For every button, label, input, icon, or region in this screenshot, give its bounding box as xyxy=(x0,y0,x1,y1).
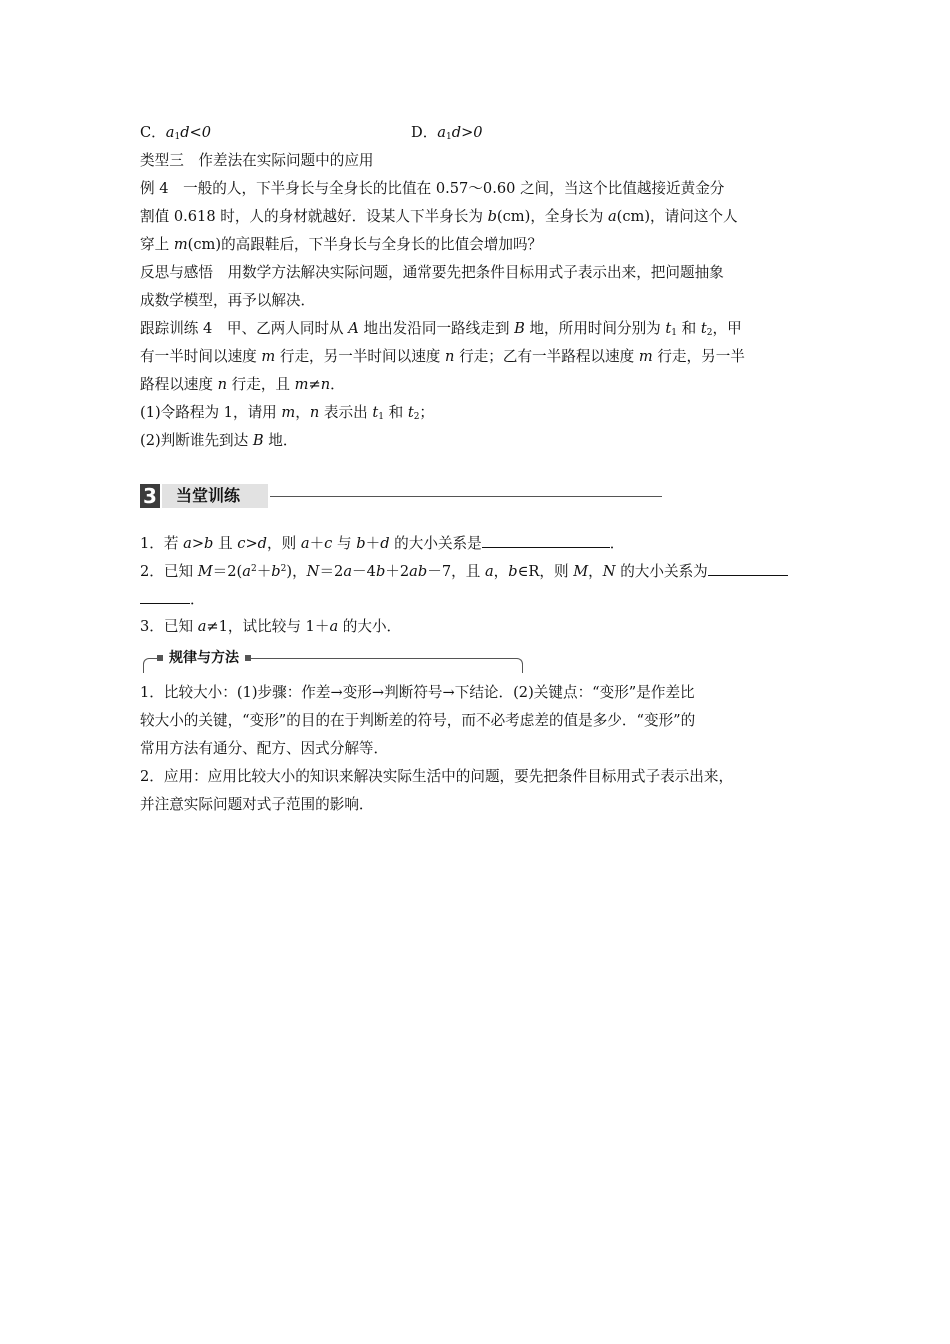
text: 行走，且 xyxy=(227,376,295,393)
text: ． xyxy=(190,591,205,608)
text: ； xyxy=(419,404,435,421)
text: (cm)的高跟鞋后，下半身长与全身长的比值会增加吗？ xyxy=(187,236,543,253)
text: 行走，另一半 xyxy=(652,348,745,365)
section-number: 3 xyxy=(140,484,160,508)
answer-blank[interactable] xyxy=(140,589,190,604)
section-title: 当堂训练 xyxy=(176,486,241,505)
rules-line3: 常用方法有通分、配方、因式分解等． xyxy=(140,740,389,757)
var: m xyxy=(281,404,296,421)
answer-blank[interactable] xyxy=(708,561,788,576)
example4-line1: 例 4 一般的人，下半身长与全身长的比值在 0.57～0.60 之间，当这个比值越接近黄金分 xyxy=(140,180,725,197)
text: ． xyxy=(609,535,625,552)
example4-line3 xyxy=(140,235,542,255)
var: b xyxy=(271,563,281,580)
option-d-sub: 1 xyxy=(446,132,452,142)
training4-line2 xyxy=(140,347,745,367)
answer-blank[interactable] xyxy=(482,533,610,548)
var: m xyxy=(638,348,653,365)
option-c-a: a xyxy=(165,124,175,141)
var: A xyxy=(348,320,359,337)
var: m xyxy=(261,348,276,365)
rules-line4: 2．应用：应用比较大小的知识来解决实际生活中的问题，要先把条件目标用式子表示出来， xyxy=(140,768,734,785)
text: ∈R，则 xyxy=(517,563,574,580)
var: n xyxy=(445,348,455,365)
var: a xyxy=(343,563,353,580)
var: m xyxy=(173,236,188,253)
text: 且 xyxy=(213,535,238,552)
var: n xyxy=(217,376,228,393)
text: 割值 0.618 时，人的身材就越好．设某人下半身长为 xyxy=(140,208,488,225)
option-c-expr: d<0 xyxy=(180,124,212,141)
exercise-3 xyxy=(140,617,401,637)
text: －4 xyxy=(352,563,376,580)
sup: 2 xyxy=(250,564,257,574)
text: 表示出 xyxy=(319,404,373,421)
var: t xyxy=(407,404,414,421)
var: a xyxy=(329,618,339,635)
text: 3．已知 xyxy=(140,618,198,635)
var: B xyxy=(252,432,264,449)
var: a>b xyxy=(183,535,214,552)
sub: 1 xyxy=(378,412,384,422)
text: ＝2( xyxy=(212,563,243,580)
var: t xyxy=(700,320,707,337)
var: c xyxy=(324,535,333,552)
option-c xyxy=(140,123,211,143)
var: ab xyxy=(409,563,428,580)
training4-line1 xyxy=(140,319,742,339)
var: N xyxy=(602,563,616,580)
text: (cm)，请问这个人 xyxy=(616,208,738,225)
rules-line5: 并注意实际问题对式子范围的影响． xyxy=(140,796,374,813)
text: 的大小关系为 xyxy=(615,563,708,580)
text: )， xyxy=(286,563,307,580)
text: 行走，另一半时间以速度 xyxy=(275,348,446,365)
var: b xyxy=(508,563,518,580)
exercise-2 xyxy=(140,561,788,582)
var: M xyxy=(573,563,589,580)
text: ． xyxy=(330,376,345,393)
option-d xyxy=(411,123,483,143)
var: b xyxy=(487,208,497,225)
training4-question2 xyxy=(140,431,297,451)
text: 地． xyxy=(263,432,298,449)
reflection-line1: 反思与感悟 用数学方法解决实际问题，通常要先把条件目标用式子表示出来，把问题抽象 xyxy=(140,264,724,281)
sub: 2 xyxy=(413,412,420,422)
var: m≠n xyxy=(294,376,331,393)
option-c-label: C． xyxy=(140,124,166,141)
text: ＋ xyxy=(309,535,325,552)
var: n xyxy=(309,404,320,421)
text: ＋ xyxy=(256,563,272,580)
text: ， xyxy=(295,404,310,421)
var: c>d xyxy=(237,535,268,552)
reflection-line2: 成数学模型，再予以解决． xyxy=(140,292,316,309)
text: ， xyxy=(588,563,603,580)
var: a xyxy=(484,563,494,580)
text: ＋ xyxy=(365,535,381,552)
var: t xyxy=(665,320,672,337)
var: M xyxy=(197,563,213,580)
section-rule xyxy=(270,496,662,497)
var: N xyxy=(306,563,320,580)
text: (1)令路程为 1，请用 xyxy=(140,404,282,421)
text: ，甲 xyxy=(712,320,742,337)
var: d xyxy=(380,535,390,552)
sup: 2 xyxy=(280,564,287,574)
var: a xyxy=(197,618,207,635)
text: 穿上 xyxy=(140,236,174,253)
rules-title: 规律与方法 xyxy=(161,649,247,667)
text: ，则 xyxy=(267,535,301,552)
rules-line1: 1．比较大小：(1)步骤：作差→变形→判断符号→下结论．(2)关键点：“变形”是作差比 xyxy=(140,684,695,701)
text: 有一半时间以速度 xyxy=(140,348,262,365)
training4-question1 xyxy=(140,403,434,423)
text: 1．若 xyxy=(140,535,184,552)
sub: 2 xyxy=(706,328,713,338)
text: 行走；乙有一半路程以速度 xyxy=(454,348,639,365)
rules-line2: 较大小的关键，“变形”的目的在于判断差的符号，而不必考虑差的值是多少．“变形”的 xyxy=(140,712,696,729)
text: 与 1＋ xyxy=(286,618,330,635)
text: 跟踪训练 4 甲、乙两人同时从 xyxy=(140,320,349,337)
text: ， xyxy=(493,563,509,580)
option-d-expr: d>0 xyxy=(451,124,483,141)
text: ≠1，试比较 xyxy=(206,618,287,635)
var: t xyxy=(372,404,379,421)
text: 与 xyxy=(332,535,357,552)
training4-line3 xyxy=(140,375,345,395)
text: 和 xyxy=(383,404,408,421)
text: (cm)，全身长为 xyxy=(496,208,608,225)
exercise-2-cont xyxy=(140,589,205,610)
text: 地，所用时间分别为 xyxy=(524,320,666,337)
text: 的大小． xyxy=(338,618,402,635)
sub: 1 xyxy=(671,328,678,338)
text: ＋2 xyxy=(385,563,410,580)
section-header xyxy=(140,484,525,510)
option-c-sub: 1 xyxy=(174,132,181,142)
text: 路程以速度 xyxy=(140,376,218,393)
var: b xyxy=(375,563,386,580)
var: a xyxy=(242,563,251,580)
text: 的大小关系是 xyxy=(389,535,482,552)
text: ＝2 xyxy=(319,563,344,580)
var: b xyxy=(356,535,366,552)
exercise-1 xyxy=(140,533,624,554)
var: B xyxy=(514,320,525,337)
type3-heading: 类型三 作差法在实际问题中的应用 xyxy=(140,152,374,169)
var: a xyxy=(607,208,617,225)
text: 地出发沿同一路线走到 xyxy=(358,320,515,337)
text: 和 xyxy=(677,320,701,337)
option-d-a: a xyxy=(437,124,446,141)
rules-header xyxy=(143,648,523,672)
example4-line2 xyxy=(140,207,738,227)
var: a xyxy=(300,535,310,552)
text: (2)判断谁先到达 xyxy=(140,432,253,449)
option-d-label: D． xyxy=(411,124,438,141)
text: 2．已知 xyxy=(140,563,198,580)
text: －7，且 xyxy=(427,563,485,580)
